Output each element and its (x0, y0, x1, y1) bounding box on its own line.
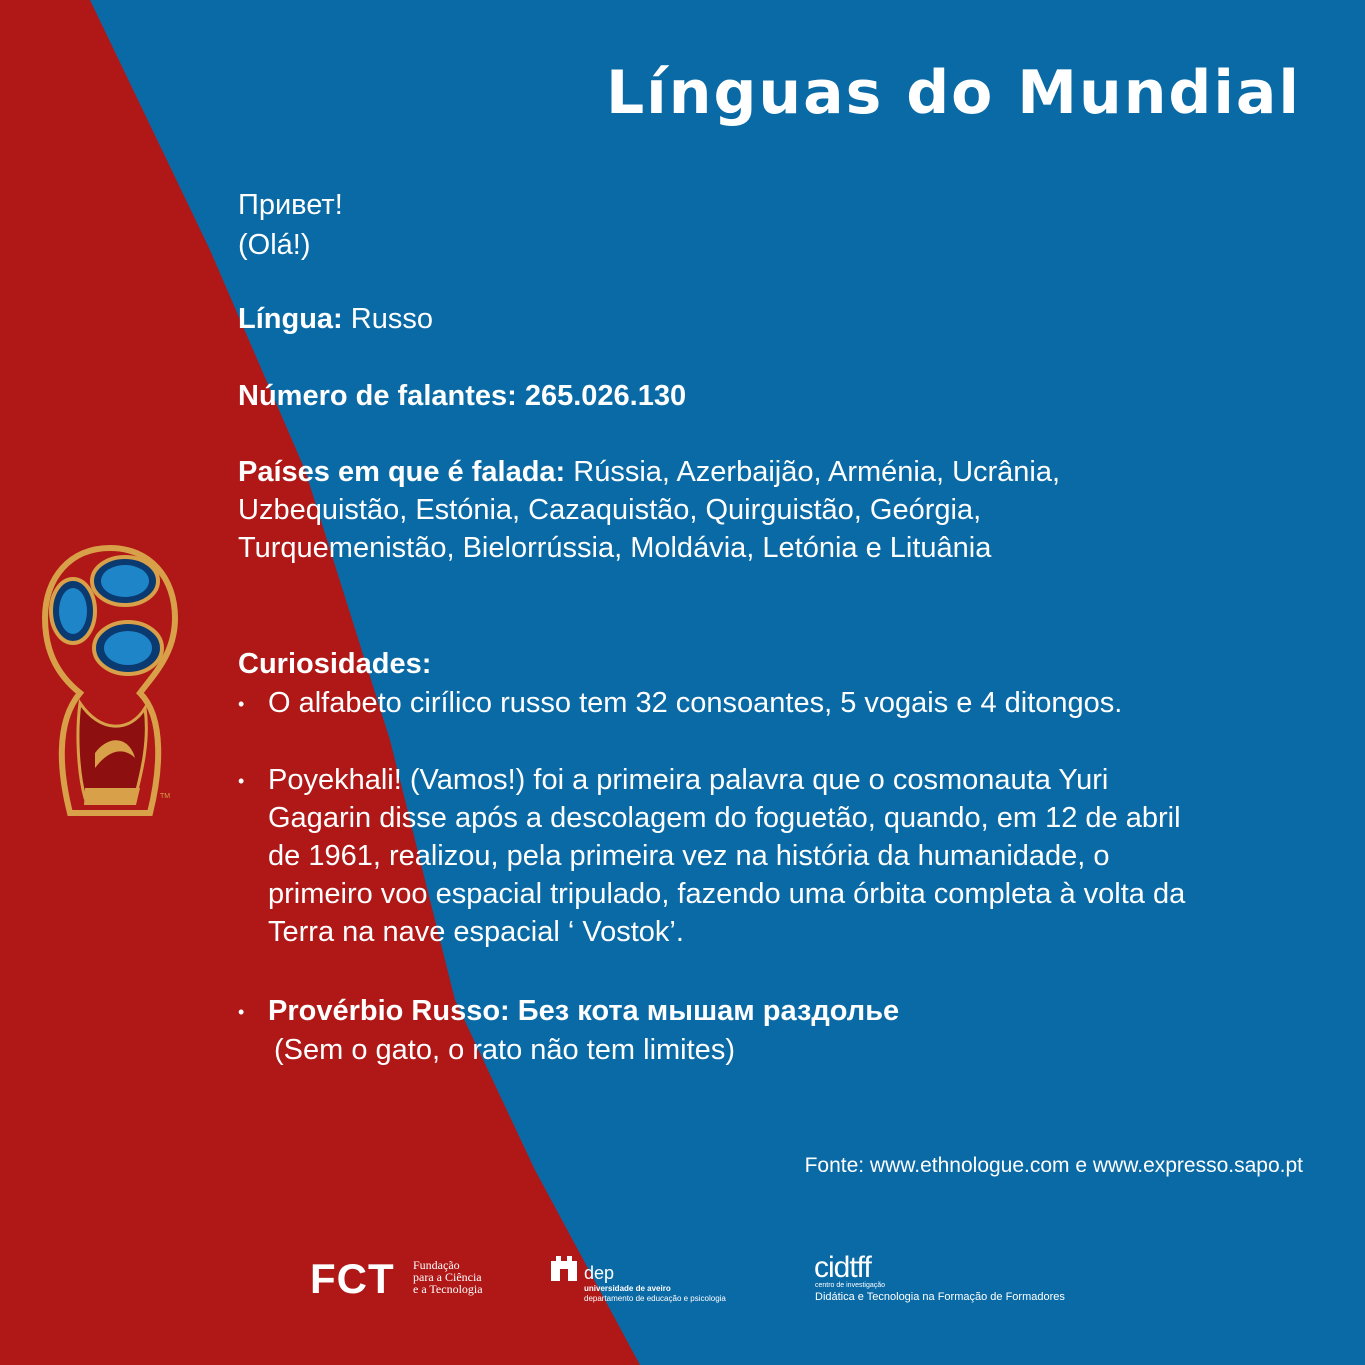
language-label: Língua: (238, 303, 343, 335)
curiosity-line: de 1961, realizou, pela primeira vez na história da humanidade, o (268, 840, 1110, 872)
language-value: Russo (350, 303, 433, 335)
curiosity-line: Poyekhali! (Vamos!) foi a primeira palavra que o cosmonauta Yuri (268, 764, 1109, 796)
dep-logo-text (584, 1284, 726, 1304)
countries-label: Países em que é falada: (238, 456, 566, 488)
dep-logo-line: universidade de aveiro (584, 1284, 671, 1293)
source-note: Fonte: www.ethnologue.com e www.expresso.sapo.pt (804, 1154, 1303, 1177)
curiosity-line: Gagarin disse após a descolagem do foguetão, quando, em 12 de abril (268, 802, 1181, 834)
dep-logo-mark: dep (584, 1263, 615, 1283)
speakers-row (238, 377, 686, 415)
fct-logo-line: Fundação (413, 1258, 460, 1272)
greeting: Привет! (238, 189, 343, 221)
greeting-translation: (Olá!) (238, 229, 311, 261)
curiosity-item-2 (268, 761, 1185, 951)
cidtff-logo-mark: cidtff (814, 1251, 871, 1284)
proverb-label: Provérbio Russo: (268, 995, 510, 1027)
countries-line: Turquemenistão, Bielorrússia, Moldávia, Letónia e Lituânia (238, 532, 992, 564)
fct-logo-line: para a Ciência (413, 1270, 482, 1284)
countries-block (238, 453, 1060, 567)
svg-text:TM: TM (160, 793, 171, 800)
countries-line: Uzbequistão, Estónia, Cazaquistão, Quirguistão, Geórgia, (238, 494, 982, 526)
cidtff-logo-subtitle: centro de investigação (815, 1282, 886, 1289)
fct-logo-text (413, 1259, 483, 1295)
fct-logo-mark: FCT (310, 1255, 395, 1302)
speakers-value: 265.026.130 (524, 380, 687, 412)
curiosity-item-1: O alfabeto cirílico russo tem 32 consoantes, 5 vogais e 4 ditongos. (268, 687, 1123, 719)
proverb (268, 992, 899, 1030)
bullet-icon: • (238, 771, 245, 791)
fct-logo-line: e a Tecnologia (413, 1282, 483, 1296)
bullet-icon: • (238, 1002, 245, 1022)
curiosity-line: primeiro voo espacial tripulado, fazendo uma órbita completa à volta da (268, 878, 1186, 910)
countries-line (238, 453, 1060, 491)
world-cup-emblem-icon (40, 543, 180, 823)
speakers-label: Número de falantes: (238, 380, 517, 412)
curiosity-line: Terra na nave espacial ‘ Vostok’. (268, 916, 684, 948)
curiosities-heading: Curiosidades: (238, 648, 432, 680)
proverb-text: Без кота мышам раздолье (517, 995, 900, 1027)
proverb-translation: (Sem o gato, o rato não tem limites) (274, 1034, 735, 1066)
page-title: Línguas do Mundial (605, 58, 1301, 128)
university-aveiro-logo-icon (549, 1253, 579, 1283)
bullet-icon: • (238, 694, 245, 714)
dep-logo-line: departamento de educação e psicologia (584, 1294, 726, 1303)
cidtff-logo-text: Didática e Tecnologia na Formação de Formadores (815, 1291, 1065, 1303)
countries-text: Rússia, Azerbaijão, Arménia, Ucrânia, (573, 456, 1061, 488)
language-row (238, 300, 433, 338)
